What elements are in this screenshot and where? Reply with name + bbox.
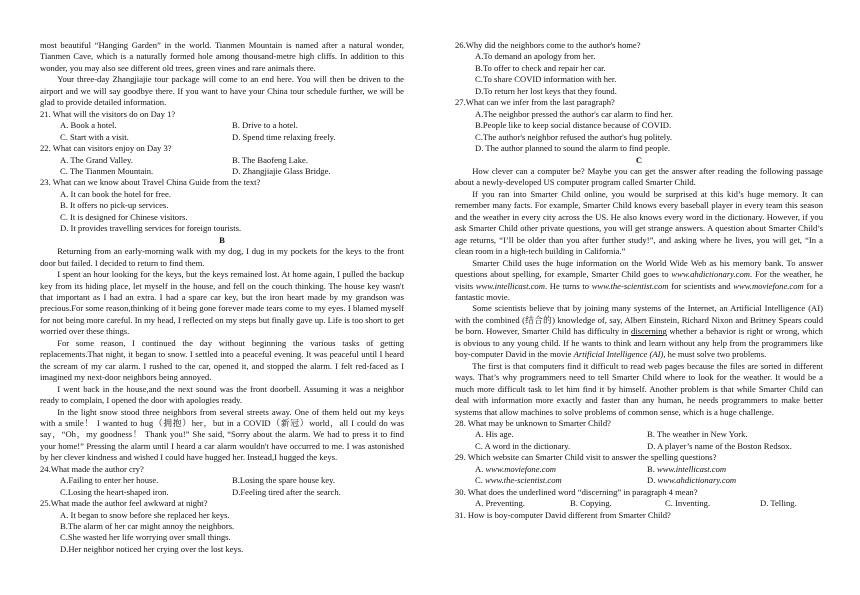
q22-option-c: C. The Tianmen Mountain. (60, 165, 154, 176)
q30-option-c: C. Inventing. (665, 498, 711, 509)
q29-option-a-letter: A. (475, 463, 486, 474)
q24-option-b: B.Losing the spare house key. (232, 475, 336, 486)
left-column (40, 40, 404, 555)
q25-option-a: A. It began to snow before she replaced her keys. (60, 509, 230, 520)
c-p4-text-a: Some scientists believe that by joining many systems of the Internet, an Artificial Intelligence (AI) with the combined (结合的) knowledge of, say, Albert Einstein, Richard Nixon and Britney Spears could be born. However, Smarter Child has difficulty in (455, 303, 823, 337)
q27-option-d: D. The author planned to sound the alarm to find people. (475, 143, 671, 154)
q22-option-a: A. The Grand Valley. (60, 154, 133, 165)
question-31: 31. How is boy-computer David different from Smarter Child? (455, 509, 671, 520)
question-25: 25.What made the author feel awkward at night? (40, 498, 208, 509)
b-paragraph-2: I spent an hour looking for the keys, but the keys remained lost. At home again, I pulled the backup key from its hiding place, let myself in the house, and fell on the couch thinking. The house key wasn't that important as I had an extra. I had a spare car key, but the iron heart made by my grandson was precious.For some reason,thinking of it being gone forever made tears come to my eyes. I blamed myself for not being more careful. In my head, I reflected on my steps but finally gave up. Life is too short to get worried over these things. (40, 269, 404, 337)
q26-option-a: A.To demand an apology from her. (475, 51, 596, 62)
q24-options-row-1 (60, 475, 404, 486)
q22-option-b: B. The Baofeng Lake. (232, 154, 308, 165)
c-p4-text-c: , he must solve two problems. (663, 349, 767, 360)
b-paragraph-4: I went back in the house,and the next sound was the front doorbell. Assuming it was a neighbor ready to complain, I opened the door with apologies ready. (40, 383, 404, 406)
intro-paragraph-1: most beautiful “Hanging Garden” in the world. Tianmen Mountain is named after a natural wonder, Tianmen Cave, which is a naturally formed hole among thousand-metre high cliffs. In addition to this wonder, you may also see different old trees, green vines and rare animals there. (40, 40, 404, 73)
q28-option-d: D. A player’s name of the Boston Redsox. (647, 440, 792, 451)
q29-option-c-letter: C. (475, 475, 486, 486)
q24-option-a: A.Failing to enter her house. (60, 475, 159, 486)
q28-options-row-2 (475, 441, 823, 452)
q30-options-row (475, 498, 823, 509)
c-p3-text-d: for scientists and (668, 280, 734, 291)
q22-options-row-2 (60, 166, 404, 177)
q29-option-b (647, 464, 726, 475)
q27-option-b: B.People like to keep social distance because of COVID. (475, 120, 672, 131)
q28-option-a: A. His age. (475, 429, 514, 440)
right-column (455, 40, 823, 521)
q23-option-b: B. It offers no pick-up services. (60, 200, 169, 211)
q29-option-b-url: www.intellicast.com (657, 463, 727, 474)
c-paragraph-1: How clever can a computer be? Maybe you can get the answer after reading the following passage about a newly-developed US computer program called Smarter Child. (455, 165, 823, 188)
q29-options-row-1 (475, 464, 823, 475)
q24-option-d: D.Feeling tired after the search. (232, 486, 341, 497)
q24-options-row-2 (60, 487, 404, 498)
q29-option-d (647, 475, 736, 486)
underlined-word-discerning: discerning (630, 326, 667, 337)
c-p3-url-ahdictionary: www.ahdictionary.com (671, 269, 750, 280)
question-21: 21. What will the visitors do on Day 1? (40, 108, 176, 119)
question-30: 30. What does the underlined word “discerning” in paragraph 4 mean? (455, 486, 698, 497)
q23-option-a: A. It can book the hotel for free. (60, 188, 171, 199)
c-paragraph-4 (455, 303, 823, 360)
question-27: 27.What can we infer from the last paragraph? (455, 97, 615, 108)
q23-option-c: C. It is designed for Chinese visitors. (60, 211, 188, 222)
q29-option-d-letter: D. (647, 475, 658, 486)
q25-option-d: D.Her neighbor noticed her crying over the lost keys. (60, 543, 244, 554)
question-28: 28. What may be unknown to Smarter Child? (455, 417, 611, 428)
q21-options-row-2 (60, 132, 404, 143)
c-p3-url-scientist: www.the-scientist.com (591, 280, 669, 291)
q29-option-d-url: www.ahdictionary.com (657, 475, 737, 486)
q21-option-a: A. Book a hotel. (60, 120, 117, 131)
section-b-heading: B (219, 234, 225, 245)
c-p3-text-b: . For the weather, he visits (455, 269, 823, 291)
q27-option-a: A.The neighbor pressed the author's car alarm to find her. (475, 108, 673, 119)
q29-option-c (475, 475, 647, 486)
q25-option-c: C.She wasted her life worrying over small things. (60, 532, 231, 543)
question-29: 29. Which website can Smarter Child visit to answer the spelling questions? (455, 452, 717, 463)
question-23: 23. What can we know about Travel China Guide from the text? (40, 177, 261, 188)
q29-options-row-2 (475, 475, 823, 486)
c-paragraph-2: If you ran into Smarter Child online, you would be surprised at this kid’s huge memory. It can remember many facts. For example, Smarter Child knows every baseball player in every team this season and the weather in every city across the US. He also knows every word in the dictionary. However, if you ask Smarter Child other private questions, you will get strange answers. A question about Smarter Child’s age returns, “I’ll be older than you after further study!”, and asking where he lives, you will get, “In a clean room in a high-tech building in California.” (455, 188, 823, 257)
movie-title: Artificial Intelligence (AI) (573, 349, 664, 360)
q30-option-b: B. Copying. (570, 498, 612, 509)
question-24: 24.What made the author cry? (40, 463, 144, 474)
q26-option-c: C.To share COVID information with her. (475, 74, 617, 85)
c-p3-text-a: Smarter Child uses the huge information on the World Wide Web as his memory bank. To answer questions about spelling, for example, Smarter Child goes to (455, 257, 823, 280)
q21-option-c: C. Start with a visit. (60, 131, 129, 142)
q21-options-row-1 (60, 120, 404, 131)
q22-options-row-1 (60, 155, 404, 166)
c-p3-text-e: for a fantastic movie. (455, 280, 823, 302)
b-paragraph-1: Returning from an early-morning walk with my dog, I dug in my pockets for the keys to the front door but failed. I decided to return to find them. (40, 246, 404, 268)
q25-option-b: B.The alarm of her car might annoy the neighbors. (60, 521, 235, 532)
q28-option-b: B. The weather in New York. (647, 429, 748, 440)
intro-paragraph-2: Your three-day Zhangjiajie tour package will come to an end here. You will then be driven to the airport and we will say goodbye there. If you want to have your China tour schedule further, we will be glad to provide detailed information. (40, 74, 404, 108)
q30-option-a: A. Preventing. (475, 498, 525, 509)
b-paragraph-5: In the light snow stood three neighbors from several streets away. One of them held out my keys with a smile！ I wanted to hug（拥抱）her，but in a COVID（新冠）world，all I could do was say，“Oh，my goodness！ Thank you!” She said, “Sorry about the alarm. We had to press it to find your home!” Pressing the alarm until I heard a car alarm wouldn't have occurred to me. I was astonished by her clever kindness and wished I could have hugged her. Instead,I hugged the keys. (40, 406, 404, 463)
question-26: 26.Why did the neighbors come to the author's home? (455, 40, 641, 50)
q21-option-b: B. Drive to a hotel. (232, 120, 298, 131)
question-22: 22. What can visitors enjoy on Day 3? (40, 143, 172, 154)
c-paragraph-5: The first is that computers find it difficult to read web pages because the files are sorted in different ways. That’s why programmers need to tell Smarter Child where to look for the weather. It would be a much more difficult task to let him find it by himself. Another problem is that while Smarter Child can deal with information more exactly and faster than any human, he needs programmers to make better systems that allow machines to solve problems of common sense, which is a huge challenge. (455, 360, 823, 417)
q27-option-c: C.The author's neighbor refused the author's hug politely. (475, 131, 673, 142)
c-p3-text-c: . He turns to (544, 280, 592, 291)
b-paragraph-3: For some reason, I continued the day without beginning the various tasks of getting replacements.That night, it began to snow. I settled into a peaceful evening. It was peaceful until I heard the scream of my car alarm. I rushed to the car, opened it, and stopped the alarm. I felt red-faced as I imagined my next-door neighbors being annoyed. (40, 337, 404, 383)
q30-option-d: D. Telling. (760, 498, 797, 509)
q29-option-a-url: www.moviefone.com (485, 463, 557, 474)
c-p4-text-b: whether a behavior is right or wrong, which is obvious to any young child. If he wants to think and learn without any help from the programmers like boy-computer David in the movie (455, 326, 823, 360)
q28-options-row-1 (475, 429, 823, 440)
q29-option-a (475, 464, 647, 475)
q29-option-c-url: www.the-scientist.com (485, 475, 562, 486)
q21-option-d: D. Spend time relaxing freely. (232, 131, 336, 142)
c-p3-url-intellicast: www.intellicast.com (475, 280, 545, 291)
q23-option-d: D. It provides travelling services for foreign tourists. (60, 223, 242, 234)
section-c-heading: C (635, 154, 643, 165)
q26-option-b: B.To offer to check and repair her car. (475, 62, 606, 73)
c-paragraph-3 (455, 258, 823, 304)
q22-option-d: D. Zhangjiajie Glass Bridge. (232, 165, 331, 176)
q29-option-b-letter: B. (647, 463, 658, 474)
q28-option-c: C. A word in the dictionary. (475, 440, 571, 451)
q24-option-c: C.Losing the heart-shaped iron. (60, 486, 169, 497)
c-p3-url-moviefone: www.moviefone.com (733, 280, 804, 291)
q26-option-d: D.To return her lost keys that they found. (475, 85, 617, 96)
